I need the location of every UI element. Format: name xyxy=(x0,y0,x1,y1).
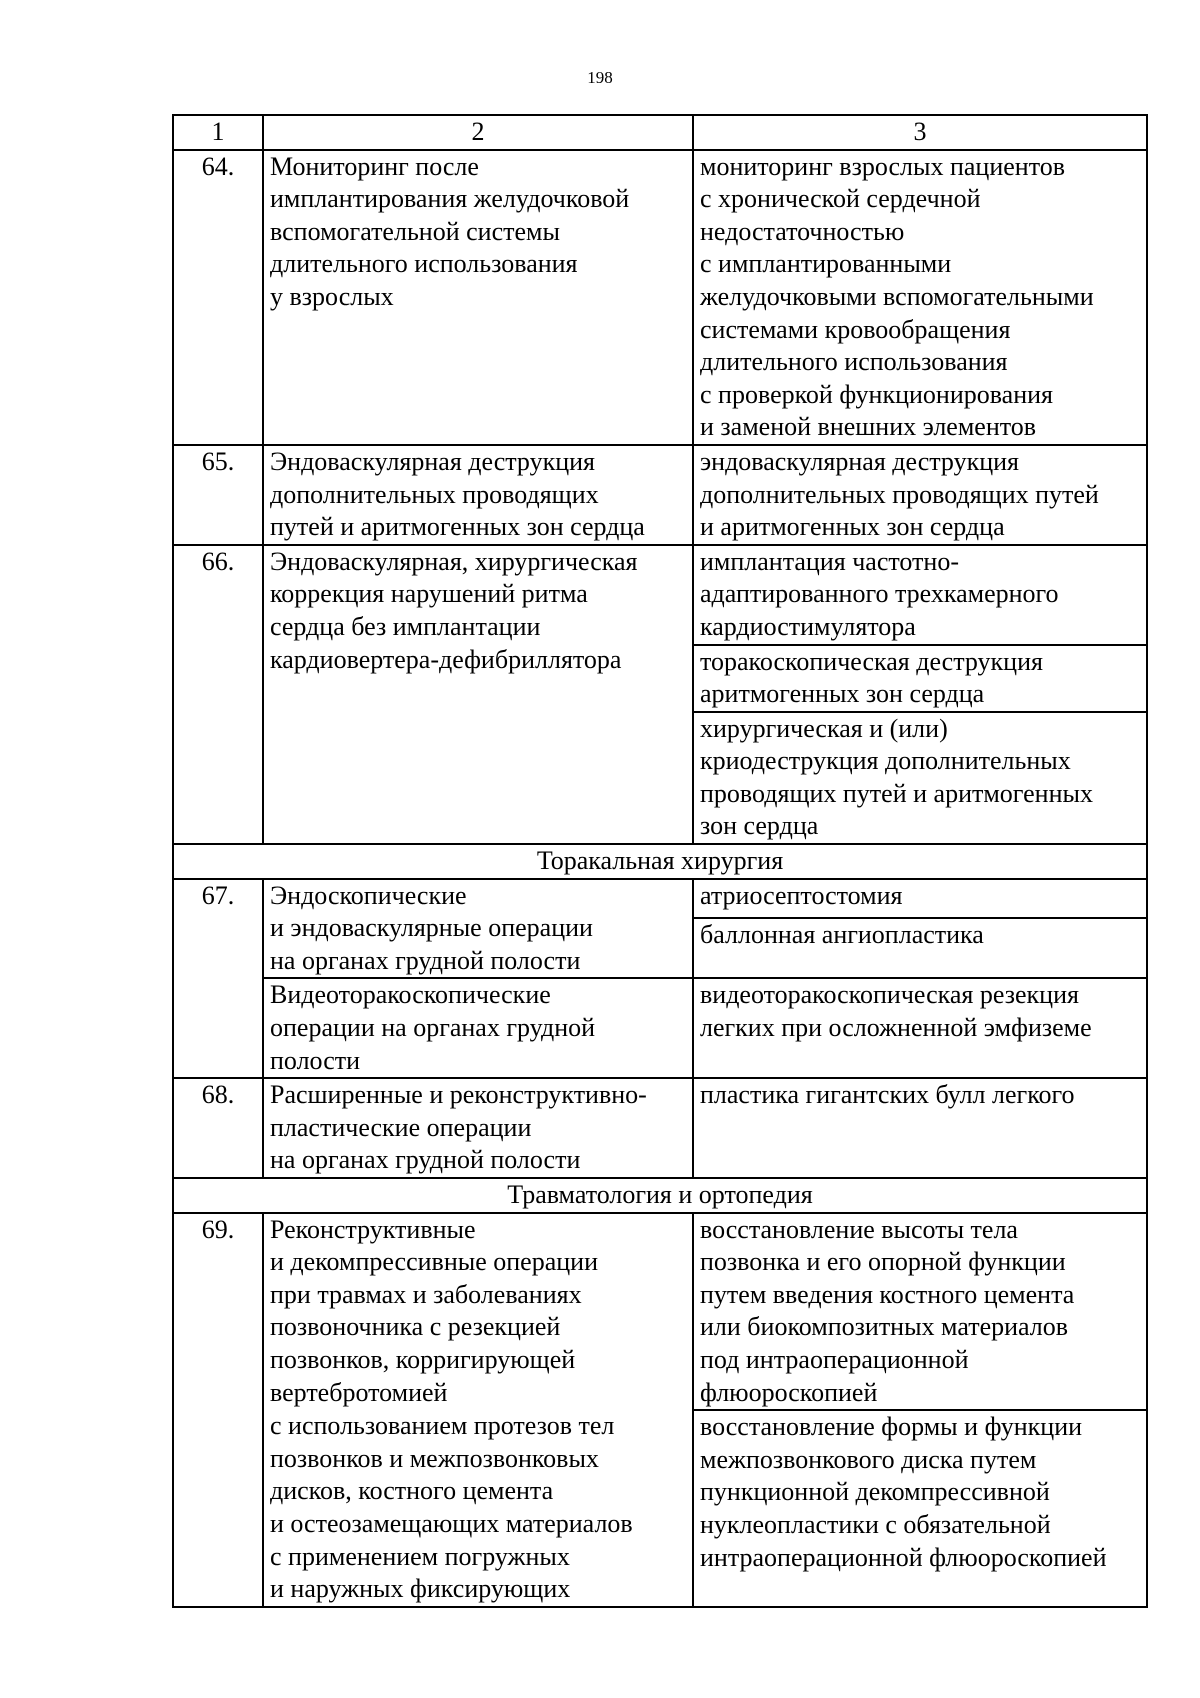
service-name: Эндоваскулярная, хирургическая коррекция нарушений ритма сердца без имплантации кардиовертера-дефибриллятора xyxy=(263,545,693,844)
header-col-1: 1 xyxy=(173,115,263,150)
row-number: 65. xyxy=(173,445,263,545)
service-name: Реконструктивные и декомпрессивные операции при травмах и заболеваниях позвоночника с резекцией позвонков, корригирующей вертебротомией xyxy=(263,1213,693,1411)
method-description: пластика гигантских булл легкого xyxy=(693,1078,1147,1178)
table-row xyxy=(173,445,1147,545)
row-number: 68. xyxy=(173,1078,263,1178)
method-description: восстановление высоты тела позвонка и его опорной функции путем введения костного цемента или биокомпозитных материалов под интраоперационной флюороскопией xyxy=(693,1213,1147,1411)
method-description: эндоваскулярная деструкция дополнительных проводящих путей и аритмогенных зон сердца xyxy=(693,445,1147,545)
header-col-3: 3 xyxy=(693,115,1147,150)
table-row xyxy=(173,1213,1147,1411)
row-number: 64. xyxy=(173,150,263,445)
method-description: хирургическая и (или) криодеструкция дополнительных проводящих путей и аритмогенных зон сердца xyxy=(693,712,1147,844)
row-number: 66. xyxy=(173,545,263,844)
method-description: атриосептостомия xyxy=(693,879,1147,919)
row-number: 69. xyxy=(173,1213,263,1607)
header-col-2: 2 xyxy=(263,115,693,150)
method-description: восстановление формы и функции межпозвонкового диска путем пункционной декомпрессивной нуклеопластики с обязательной интраоперационной флюороскопией xyxy=(693,1410,1147,1607)
table-row xyxy=(173,150,1147,445)
service-name: Эндоваскулярная деструкция дополнительных проводящих путей и аритмогенных зон сердца xyxy=(263,445,693,545)
method-description: торакоскопическая деструкция аритмогенных зон сердца xyxy=(693,645,1147,712)
method-description: имплантация частотно- адаптированного трехкамерного кардиостимулятора xyxy=(693,545,1147,645)
header-row xyxy=(173,115,1147,150)
services-table xyxy=(172,114,1148,1608)
table-row xyxy=(173,879,1147,919)
service-name: Расширенные и реконструктивно- пластические операции на органах грудной полости xyxy=(263,1078,693,1178)
table-row xyxy=(173,1078,1147,1178)
section-row xyxy=(173,844,1147,879)
service-name-continued: с использованием протезов тел позвонков и межпозвонковых дисков, костного цемента и остеозамещающих материалов с применением погружных и наружных фиксирующих xyxy=(263,1410,693,1607)
section-title-thoracic: Торакальная хирургия xyxy=(173,844,1147,879)
table-row xyxy=(173,545,1147,645)
section-title-trauma: Травматология и ортопедия xyxy=(173,1178,1147,1213)
table-subrow xyxy=(173,1410,1147,1607)
method-description: баллонная ангиопластика xyxy=(693,918,1147,978)
service-name: Мониторинг после имплантирования желудочковой вспомогательной системы длительного использования у взрослых xyxy=(263,150,693,445)
row-number: 67. xyxy=(173,879,263,1079)
service-name: Видеоторакоскопические операции на органах грудной полости xyxy=(263,978,693,1078)
service-name: Эндоскопические и эндоваскулярные операции на органах грудной полости xyxy=(263,879,693,979)
method-description: мониторинг взрослых пациентов с хронической сердечной недостаточностью с имплантированными желудочковыми вспомогательными системами кровообращения длительного использования с проверкой функционирования и заменой внешних элементов xyxy=(693,150,1147,445)
page-number: 198 xyxy=(587,68,613,87)
table-subrow xyxy=(173,978,1147,1078)
section-row xyxy=(173,1178,1147,1213)
method-description: видеоторакоскопическая резекция легких при осложненной эмфиземе xyxy=(693,978,1147,1078)
